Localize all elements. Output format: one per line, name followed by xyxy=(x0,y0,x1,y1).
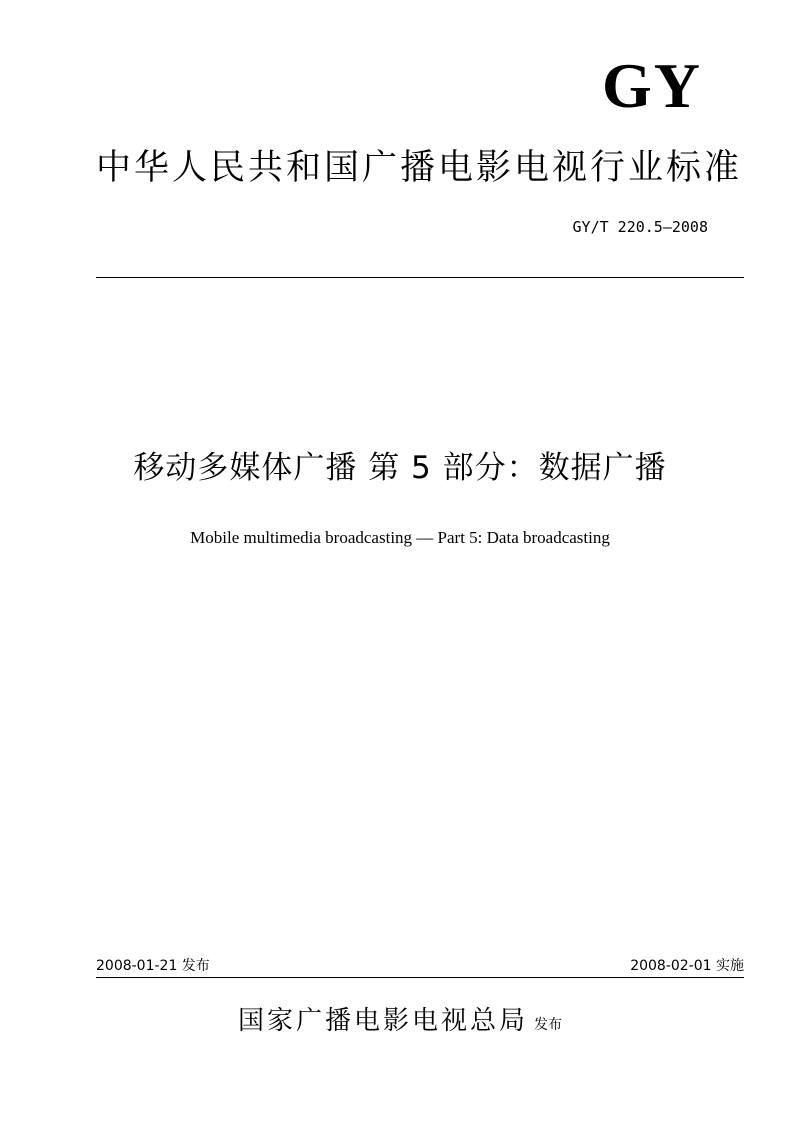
header-divider xyxy=(96,277,744,278)
implementation-date: 2008-02-01 实施 xyxy=(630,958,744,974)
issuer-suffix: 发布 xyxy=(534,1017,562,1033)
issuer-name: 国家广播电影电视总局 xyxy=(237,1006,528,1036)
footer-divider xyxy=(96,977,744,978)
industry-standard-title: 中华人民共和国广播电影电视行业标准 xyxy=(96,148,743,188)
standard-code-mark: GY xyxy=(602,50,702,121)
issuer-block xyxy=(0,1003,800,1043)
document-title-chinese: 移动多媒体广播 第 5 部分：数据广播 xyxy=(133,450,667,486)
document-title-english: Mobile multimedia broadcasting — Part 5: Data broadcasting xyxy=(190,528,610,547)
standard-number: GY/T 220.5—2008 xyxy=(572,218,708,236)
issue-date: 2008-01-21 发布 xyxy=(96,958,210,974)
